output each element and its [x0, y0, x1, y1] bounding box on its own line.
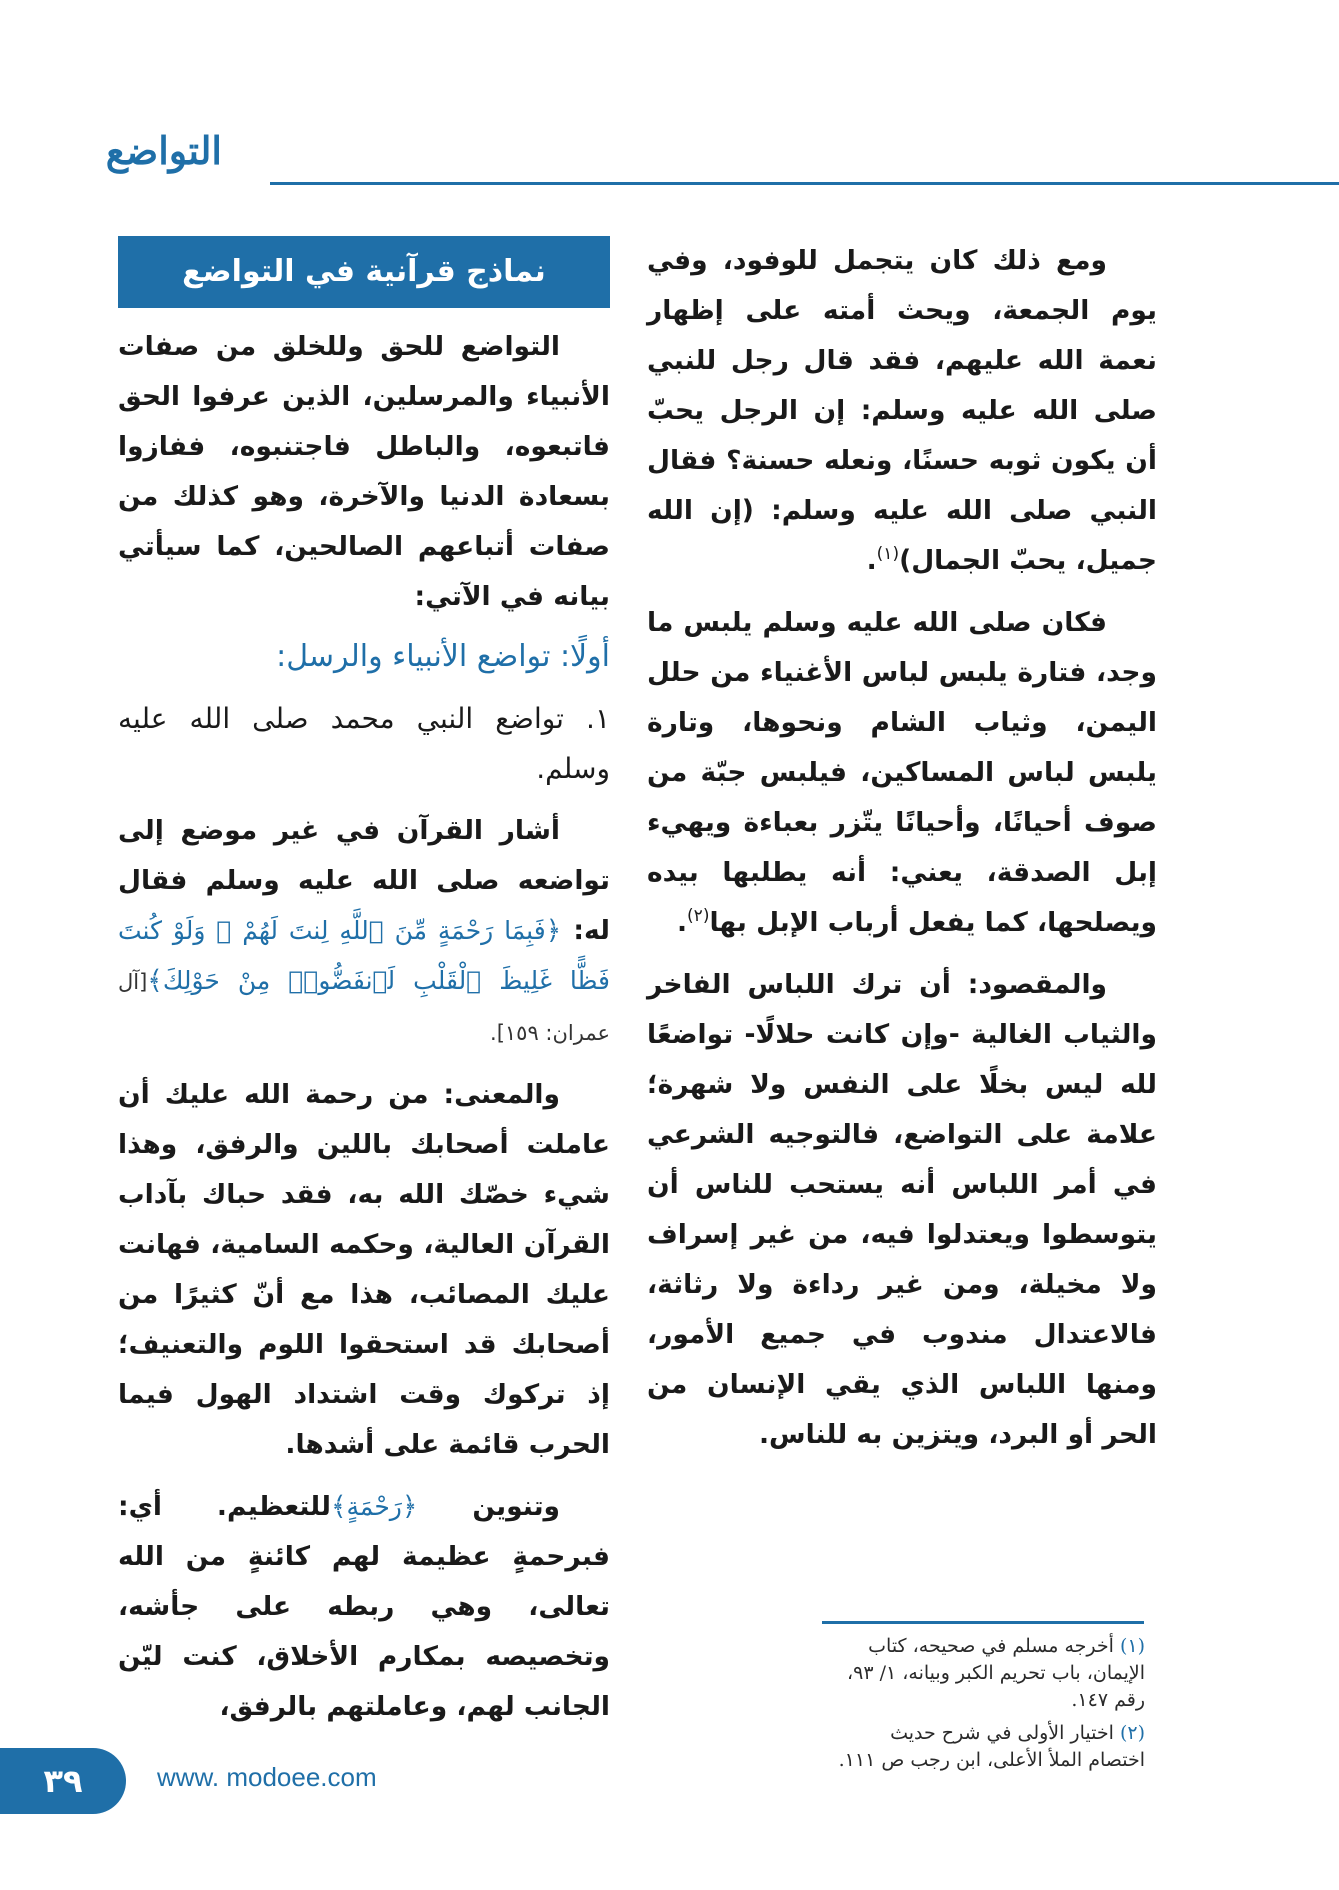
quran-bracket-open: ﴿ — [545, 915, 562, 946]
footnote-1: (١) أخرجه مسلم في صحيحه، كتاب الإيمان، باب تحريم الكبر وبيانه، ١/ ٩٣، رقم ١٤٧. — [847, 1635, 1145, 1711]
subheading-prophets: أولًا: تواضع الأنبياء والرسل: — [276, 639, 610, 674]
section-heading: نماذج قرآنية في التواضع — [118, 236, 610, 308]
quran-verse: فَبِمَا رَحْمَةٍ مِّنَ ٱللَّهِ لِنتَ لَهُمْ ۖ وَلَوْ كُنتَ فَظًّا غَلِيظَ ٱلْقَلْبِ لَٱنفَضُّوا۟ مِنْ حَوْلِكَ — [118, 916, 610, 995]
footnote-rule — [822, 1621, 1144, 1624]
footnotes — [830, 1633, 1145, 1780]
header-rule — [270, 182, 1339, 185]
item-title-prophet: ١. تواضع النبي محمد صلى الله عليه وسلم. — [118, 702, 610, 785]
website-link[interactable]: www. modoee.com — [157, 1762, 377, 1792]
paragraph-intro: التواضع للحق وللخلق من صفات الأنبياء والمرسلين، الذين عرفوا الحق فاتبعوه، والباطل فاجتنبوه، ففازوا بسعادة الدنيا والآخرة، وهو كذلك من صفات أتباعهم الصالحين، كما سيأتي بيانه في الآتي: — [118, 331, 610, 612]
paragraph-quran: أشار القرآن في غير موضع إلى تواضعه صلى الله عليه وسلم فقال له: ﴿فَبِمَا رَحْمَةٍ مِّنَ ٱللَّهِ لِنتَ لَهُمْ ۖ وَلَوْ كُنتَ فَظًّا غَلِيظَ ٱلْقَلْبِ لَٱنفَضُّوا۟ مِنْ حَوْلِكَ﴾[آل عمران: ١٥٩]. — [118, 815, 610, 1045]
footnote-ref-1[interactable]: (١) — [876, 544, 900, 565]
footnote-2: (٢) اختيار الأولى في شرح حديث اختصام الملأ الأعلى، ابن رجب ص ١١١. — [838, 1722, 1145, 1771]
right-column — [647, 236, 1157, 1460]
paragraph-tanween: وتنوين ﴿رَحْمَةٍ﴾للتعظيم. أي: فبرحمةٍ عظيمة لهم كائنةٍ من الله تعالى، وهي ربطه على جأشه، وتخصيصه بمكارم الأخلاق، كنت ليّن الجانب لهم، وعاملتهم بالرفق، — [118, 1491, 610, 1722]
footnote-ref-2[interactable]: (٢) — [687, 906, 710, 927]
quran-reference: [آل عمران: ١٥٩]. — [118, 970, 610, 1045]
quran-bracket-close: ﴾ — [147, 965, 163, 996]
paragraph-clothing: فكان صلى الله عليه وسلم يلبس ما وجد، فتارة يلبس لباس الأغنياء من حلل اليمن، وثياب الشام ونحوها، وتارة يلبس لباس المساكين، فيلبس جبّة من صوف أحيانًا، وأحيانًا يتّزر بعباءة ويهيء إبل الصدقة، يعني: أنه يطلبها بيده ويصلحها، كما يفعل أرباب الإبل بها$^{(٢)}$. — [647, 607, 1157, 938]
paragraph-moderation: والمقصود: أن ترك اللباس الفاخر والثياب الغالية -وإن كانت حلالًا- تواضعًا لله ليس بخلًا على النفس ولا شهرة؛ علامة على التواضع، فالتوجيه الشرعي في أمر اللباس أنه يستحب للناس أن يتوسطوا ويعتدلوا فيه، من غير إسراف ولا مخيلة، ومن غير رداءة ولا رثاثة، فالاعتدال مندوب في جميع الأمور، ومنها اللباس الذي يقي الإنسان من الحر أو البرد، ويتزين به للناس. — [647, 969, 1157, 1450]
left-column — [118, 236, 610, 1732]
paragraph-adornment: ومع ذلك كان يتجمل للوفود، وفي يوم الجمعة، ويحث أمته على إظهار نعمة الله عليهم، فقد قال رجل للنبي صلى الله عليه وسلم: إن الرجل يحبّ أن يكون ثوبه حسنًا، ونعله حسنة؟ فقال النبي صلى الله عليه وسلم: (إن الله جميل، يحبّ الجمال)$^{(١)}$. — [647, 245, 1157, 576]
page-number: ٣٩ — [0, 1748, 126, 1814]
running-header-title: التواضع — [105, 128, 222, 173]
quran-word: رَحْمَةٍ — [346, 1492, 402, 1521]
hadith-quote: (إن الله جميل، يحبّ الجمال) — [647, 495, 1157, 576]
paragraph-meaning: والمعنى: من رحمة الله عليك أن عاملت أصحابك باللين والرفق، وهذا شيء خصّك الله به، فقد حباك بآداب القرآن العالية، وحكمه السامية، فهانت عليك المصائب، هذا مع أنّ كثيرًا من أصحابك قد استحقوا اللوم والتعنيف؛ إذ تركوك وقت اشتداد الهول فيما الحرب قائمة على أشدها. — [118, 1079, 610, 1460]
